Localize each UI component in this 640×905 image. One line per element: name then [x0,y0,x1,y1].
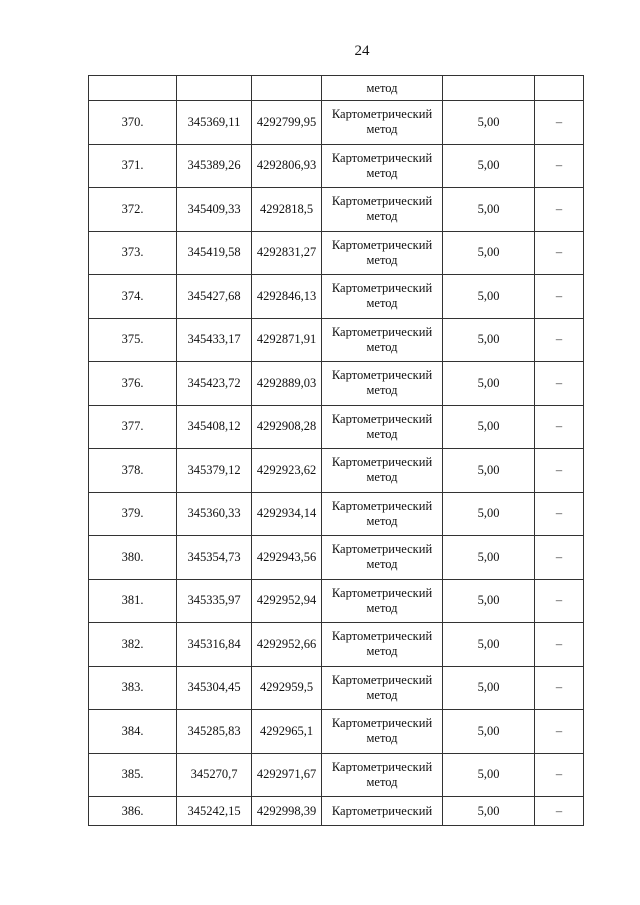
continued-row [89,76,584,101]
cell-x: 345316,84 [177,623,252,667]
table-body [89,76,584,826]
cell-method: Картометрический метод [322,231,443,275]
cell-number: 377. [89,405,177,449]
cell-error: 5,00 [443,362,535,406]
cell-error: 5,00 [443,753,535,797]
cell-number: 380. [89,536,177,580]
cell-method: Картометрический метод [322,449,443,493]
cell-x: 345360,33 [177,492,252,536]
cell-method: Картометрический метод [322,101,443,145]
table-row [89,666,584,710]
cell-y [252,76,322,101]
cell-y: 4292934,14 [252,492,322,536]
cell-y: 4292959,5 [252,666,322,710]
cell-error: 5,00 [443,449,535,493]
cell-x: 345270,7 [177,753,252,797]
cell-number: 382. [89,623,177,667]
table-row [89,449,584,493]
cell-method: Картометрический [322,797,443,826]
cell-x: 345354,73 [177,536,252,580]
cell-error: 5,00 [443,188,535,232]
table-row [89,797,584,826]
table-row [89,753,584,797]
table-row [89,275,584,319]
cell-method: Картометрический метод [322,753,443,797]
cell-note: – [535,579,584,623]
cell-error: 5,00 [443,536,535,580]
cell-x: 345379,12 [177,449,252,493]
cell-number: 374. [89,275,177,319]
cell-number: 381. [89,579,177,623]
table-row [89,188,584,232]
cell-x [177,76,252,101]
cell-y: 4292846,13 [252,275,322,319]
cell-error [443,76,535,101]
cell-x: 345409,33 [177,188,252,232]
cell-number: 386. [89,797,177,826]
cell-note: – [535,405,584,449]
cell-number: 383. [89,666,177,710]
cell-y: 4292871,91 [252,318,322,362]
cell-method: Картометрический метод [322,275,443,319]
cell-error: 5,00 [443,579,535,623]
cell-error: 5,00 [443,231,535,275]
cell-method: Картометрический метод [322,710,443,754]
cell-note: – [535,753,584,797]
cell-x: 345285,83 [177,710,252,754]
cell-y: 4292952,66 [252,623,322,667]
cell-error: 5,00 [443,623,535,667]
cell-y: 4292831,27 [252,231,322,275]
cell-note: – [535,188,584,232]
cell-note: – [535,101,584,145]
cell-x: 345419,58 [177,231,252,275]
cell-note: – [535,231,584,275]
table-row [89,623,584,667]
cell-note: – [535,623,584,667]
cell-method: Картометрический метод [322,362,443,406]
cell-number: 376. [89,362,177,406]
coordinates-table [88,75,584,826]
cell-method: Картометрический метод [322,579,443,623]
table-row [89,144,584,188]
cell-number: 378. [89,449,177,493]
cell-number: 372. [89,188,177,232]
cell-error: 5,00 [443,101,535,145]
cell-number: 384. [89,710,177,754]
cell-error: 5,00 [443,405,535,449]
cell-note: – [535,536,584,580]
table-row [89,710,584,754]
cell-x: 345335,97 [177,579,252,623]
cell-x: 345423,72 [177,362,252,406]
table-row [89,362,584,406]
cell-method: Картометрический метод [322,318,443,362]
table-row [89,231,584,275]
cell-number [89,76,177,101]
cell-error: 5,00 [443,797,535,826]
cell-x: 345433,17 [177,318,252,362]
cell-number: 375. [89,318,177,362]
cell-y: 4292943,56 [252,536,322,580]
table-row [89,405,584,449]
cell-note: – [535,318,584,362]
cell-number: 373. [89,231,177,275]
table-row [89,318,584,362]
cell-error: 5,00 [443,144,535,188]
cell-method: Картометрический метод [322,188,443,232]
cell-y: 4292818,5 [252,188,322,232]
cell-error: 5,00 [443,666,535,710]
cell-method: Картометрический метод [322,666,443,710]
cell-x: 345242,15 [177,797,252,826]
cell-error: 5,00 [443,492,535,536]
cell-note [535,76,584,101]
page-number: 24 [354,43,370,59]
cell-x: 345369,11 [177,101,252,145]
cell-number: 371. [89,144,177,188]
cell-method: Картометрический метод [322,144,443,188]
cell-method: Картометрический метод [322,536,443,580]
cell-y: 4292889,03 [252,362,322,406]
table-row [89,101,584,145]
cell-y: 4292799,95 [252,101,322,145]
cell-x: 345389,26 [177,144,252,188]
cell-method: метод [322,76,443,101]
cell-note: – [535,492,584,536]
table-row [89,492,584,536]
cell-error: 5,00 [443,318,535,362]
table-row [89,579,584,623]
cell-method: Картометрический метод [322,623,443,667]
cell-y: 4292998,39 [252,797,322,826]
cell-method: Картометрический метод [322,405,443,449]
cell-x: 345408,12 [177,405,252,449]
cell-y: 4292923,62 [252,449,322,493]
cell-error: 5,00 [443,275,535,319]
cell-number: 370. [89,101,177,145]
cell-note: – [535,666,584,710]
cell-method: Картометрический метод [322,492,443,536]
table-row [89,536,584,580]
cell-note: – [535,449,584,493]
cell-note: – [535,144,584,188]
cell-note: – [535,275,584,319]
cell-note: – [535,710,584,754]
cell-number: 385. [89,753,177,797]
cell-note: – [535,362,584,406]
cell-y: 4292965,1 [252,710,322,754]
cell-y: 4292806,93 [252,144,322,188]
cell-error: 5,00 [443,710,535,754]
cell-y: 4292908,28 [252,405,322,449]
cell-x: 345427,68 [177,275,252,319]
cell-x: 345304,45 [177,666,252,710]
cell-y: 4292952,94 [252,579,322,623]
cell-note: – [535,797,584,826]
cell-y: 4292971,67 [252,753,322,797]
cell-number: 379. [89,492,177,536]
